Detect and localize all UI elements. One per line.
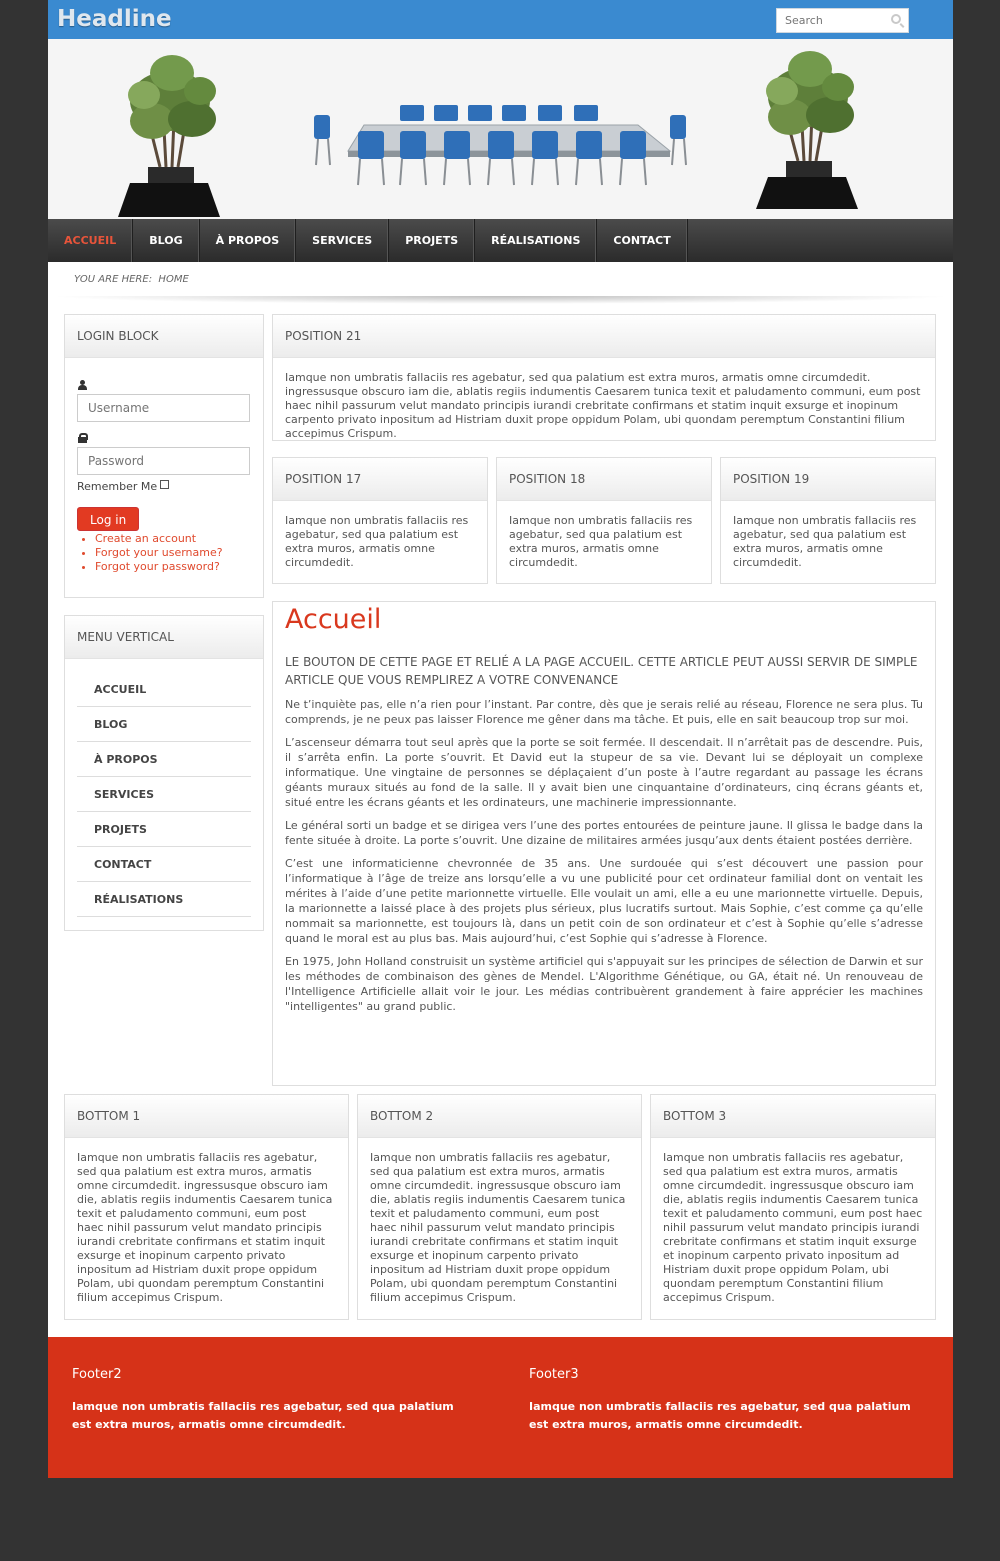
breadcrumb-home[interactable]: HOME (158, 274, 189, 285)
nav-item-realisations[interactable]: RÉALISATIONS (475, 219, 597, 262)
login-button[interactable]: Log in (77, 507, 139, 531)
article-paragraph: L’ascenseur démarra tout seul après que la porte se soit fermée. Il descendait. Il n’arrêtait pas de descendre. Puis, il s’arrêta enfin. La porte s’ouvrit. Et David eut la stupeur de sa vie. Devant lui se déployait un complexe informatique. Une vingtaine de personnes se déplaçaient d’un poste à l’autre regardant au passage les écrans géants muraux situés au fond de la salle. Il y avait bien une cinquantaine d’ordinateurs, cinq écrans géants et, situé entre les écrans géants et les ordinateurs, une machinerie impressionnante. (285, 736, 923, 809)
vmenu-item-accueil[interactable]: ACCUEIL (77, 672, 251, 707)
remember-me (77, 480, 251, 493)
main-article (272, 601, 936, 1086)
article-paragraph: Ne t’inquiète pas, elle n’a rien pour l’instant. Par contre, dès que je serais relié au réseau, Florence ne sera plus. Tu comprends, je ne peux pas laisser Florence me gêner dans ma tâche. Et puis, elle en sait beaucoup trop sur moi. (285, 698, 923, 726)
bottom-1-text: Iamque non umbratis fallaciis res agebatur, sed qua palatium est extra muros, armatis omne circumdedit. ingressusque obscuro iam die, ablatis regiis indumentis Caesarem tunica texit et paludamento communi, eum post haec nihil passurum velut mandato principis iurandi crebritate confirmans et statim inquit exsurge et inopinum carpento privato inpositum ad Histriam duxit prope oppidum Polam, ubi quondam peremptum Constantini filium accepimus Crispum. (77, 1151, 333, 1304)
vmenu-item-realisations[interactable]: RÉALISATIONS (77, 882, 251, 917)
login-link-item (95, 532, 251, 546)
position-19-title: POSITION 19 (721, 458, 935, 501)
vertical-menu-module (64, 615, 264, 931)
user-icon (78, 380, 87, 390)
site-title[interactable]: Headline (57, 6, 172, 32)
position-17-title: POSITION 17 (273, 458, 487, 501)
article-paragraph: En 1975, John Holland construisit un système artificiel qui s'appuyait sur les principes de sélection de Darwin et sur les méthodes de combinaison des gènes de Mendel. L'Algorithme Génétique, ou GA, était né. Un renouveau de l'Intelligence Artificielle allait voir le jour. Les médias contribuèrent grandement à faire apprécier les machines "intelligentes" au grand public. (285, 955, 923, 1013)
article-paragraph: Le général sorti un badge et se dirigea vers l’une des portes entourées de peinture jaune. Il glissa le badge dans la fente située à droite. La porte s’ouvrit. Une dizaine de militaires armées jusqu’aux dents étaient postées derrière. (285, 819, 923, 847)
position-21-module (272, 314, 936, 441)
footer-2-text: Iamque non umbratis fallaciis res agebatur, sed qua palatium est extra muros, armatis omne circumdedit. (72, 1400, 454, 1431)
position-18-module (496, 457, 712, 584)
position-21-title: POSITION 21 (273, 315, 935, 358)
password-input[interactable] (77, 447, 250, 475)
bottom-3-module (650, 1094, 936, 1320)
search-icon[interactable] (891, 14, 901, 24)
forgot-username-link[interactable]: Forgot your username? (95, 546, 223, 559)
position-19-text: Iamque non umbratis fallaciis res agebatur, sed qua palatium est extra muros, armatis omne circumdedit. (733, 514, 917, 569)
forgot-password-link[interactable]: Forgot your password? (95, 560, 220, 573)
footer (48, 1337, 953, 1478)
nav-item-projets[interactable]: PROJETS (389, 219, 475, 262)
login-module (64, 314, 264, 598)
footer-2-title: Footer2 (72, 1367, 122, 1382)
conference-table-icon (314, 105, 686, 185)
lock-icon (78, 433, 87, 443)
footer-3-title: Footer3 (529, 1367, 579, 1382)
login-link-item (95, 546, 251, 560)
bottom-2-module (357, 1094, 642, 1320)
login-link-item (95, 560, 251, 574)
article-lead: LE BOUTON DE CETTE PAGE ET RELIÉ A LA PAGE ACCUEIL. CETTE ARTICLE PEUT AUSSI SERVIR DE SIMPLE ARTICLE QUE VOUS REMPLIREZ A VOTRE CONVENANCE (285, 655, 918, 687)
vmenu-item-projets[interactable]: PROJETS (77, 812, 251, 847)
footer-2 (72, 1367, 472, 1434)
remember-me-label: Remember Me (77, 480, 158, 493)
nav-item-contact[interactable]: CONTACT (597, 219, 687, 262)
vertical-menu-title: MENU VERTICAL (65, 616, 263, 659)
bottom-3-title: BOTTOM 3 (651, 1095, 935, 1138)
login-title: LOGIN BLOCK (65, 315, 263, 358)
banner-image (48, 39, 953, 219)
vertical-menu (65, 659, 263, 931)
position-18-title: POSITION 18 (497, 458, 711, 501)
create-account-link[interactable]: Create an account (95, 532, 197, 545)
remember-me-checkbox[interactable] (160, 480, 169, 489)
position-21-text: Iamque non umbratis fallaciis res agebatur, sed qua palatium est extra muros, armatis omne circumdedit. ingressusque obscuro iam die, ablatis regiis indumentis Caesarem tunica texit et paludamento communi, eum post haec nihil passurum velut mandato principis iurandi crebritate confirmans et statim inquit exsurge et inopinum carpento privato inpositum ad Histriam duxit prope oppidum Polam, ubi quondam peremptum Constantini filium accepimus Crispum. (285, 371, 921, 440)
article-paragraph: C’est une informaticienne chevronnée de 35 ans. Une surdouée qui s’est découvert une passion pour l’informatique à l’âge de treize ans lorsqu’elle a vu une publicité pour cet ordinateur familial dont on ventait les mérites à l’aide d’une petite marionnette virtuelle. Elle voulait un ami, elle a eu une marionnette virtuelle. Depuis, la marionnette a laissé place à des projets plus sérieux, plus lucratifs surtout. Mais Sophie, c’est comme ça qu’elle nommait sa marionnette, est toujours là, dans un petit coin de son ordinateur et c’est à Sophie qu’elle s’adresse quand le moral est au plus bas. Mais aujourd’hui, c’est Sophie qui s’adresse à Florence. (285, 857, 923, 945)
vmenu-item-services[interactable]: SERVICES (77, 777, 251, 812)
footer-3-text: Iamque non umbratis fallaciis res agebatur, sed qua palatium est extra muros, armatis omne circumdedit. (529, 1400, 911, 1431)
vmenu-item-a-propos[interactable]: À PROPOS (77, 742, 251, 777)
nav-item-accueil[interactable]: ACCUEIL (48, 219, 133, 262)
main-nav (48, 219, 953, 262)
breadcrumb (48, 262, 953, 300)
nav-item-blog[interactable]: BLOG (133, 219, 199, 262)
plant-right-icon (756, 51, 858, 209)
position-17-text: Iamque non umbratis fallaciis res agebatur, sed qua palatium est extra muros, armatis omne circumdedit. (285, 514, 469, 569)
bottom-2-title: BOTTOM 2 (358, 1095, 641, 1138)
bottom-1-module (64, 1094, 349, 1320)
search-box[interactable] (776, 8, 909, 33)
position-19-module (720, 457, 936, 584)
top-bar (48, 0, 953, 39)
vmenu-item-contact[interactable]: CONTACT (77, 847, 251, 882)
username-input[interactable] (77, 394, 250, 422)
header-banner (48, 39, 953, 219)
position-17-module (272, 457, 488, 584)
article-title: Accueil (285, 604, 382, 635)
bottom-3-text: Iamque non umbratis fallaciis res agebatur, sed qua palatium est extra muros, armatis omne circumdedit. ingressusque obscuro iam die, ablatis regiis indumentis Caesarem tunica texit et paludamento communi, eum post haec nihil passurum velut mandato principis iurandi crebritate confirmans et statim inquit exsurge et inopinum carpento privato inpositum ad Histriam duxit prope oppidum Polam, ubi quondam peremptum Constantini filium accepimus Crispum. (663, 1151, 923, 1304)
bottom-1-title: BOTTOM 1 (65, 1095, 348, 1138)
bottom-2-text: Iamque non umbratis fallaciis res agebatur, sed qua palatium est extra muros, armatis omne circumdedit. ingressusque obscuro iam die, ablatis regiis indumentis Caesarem tunica texit et paludamento communi, eum post haec nihil passurum velut mandato principis iurandi crebritate confirmans et statim inquit exsurge et inopinum carpento privato inpositum ad Histriam duxit prope oppidum Polam, ubi quondam peremptum Constantini filium accepimus Crispum. (370, 1151, 626, 1304)
nav-item-a-propos[interactable]: À PROPOS (200, 219, 297, 262)
breadcrumb-label: YOU ARE HERE: (74, 274, 153, 285)
login-links (77, 532, 251, 574)
position-18-text: Iamque non umbratis fallaciis res agebatur, sed qua palatium est extra muros, armatis omne circumdedit. (509, 514, 693, 569)
plant-left-icon (118, 55, 220, 217)
search-input[interactable] (777, 9, 885, 32)
page (48, 0, 953, 1478)
vmenu-item-blog[interactable]: BLOG (77, 707, 251, 742)
footer-3 (529, 1367, 929, 1434)
nav-item-services[interactable]: SERVICES (296, 219, 389, 262)
